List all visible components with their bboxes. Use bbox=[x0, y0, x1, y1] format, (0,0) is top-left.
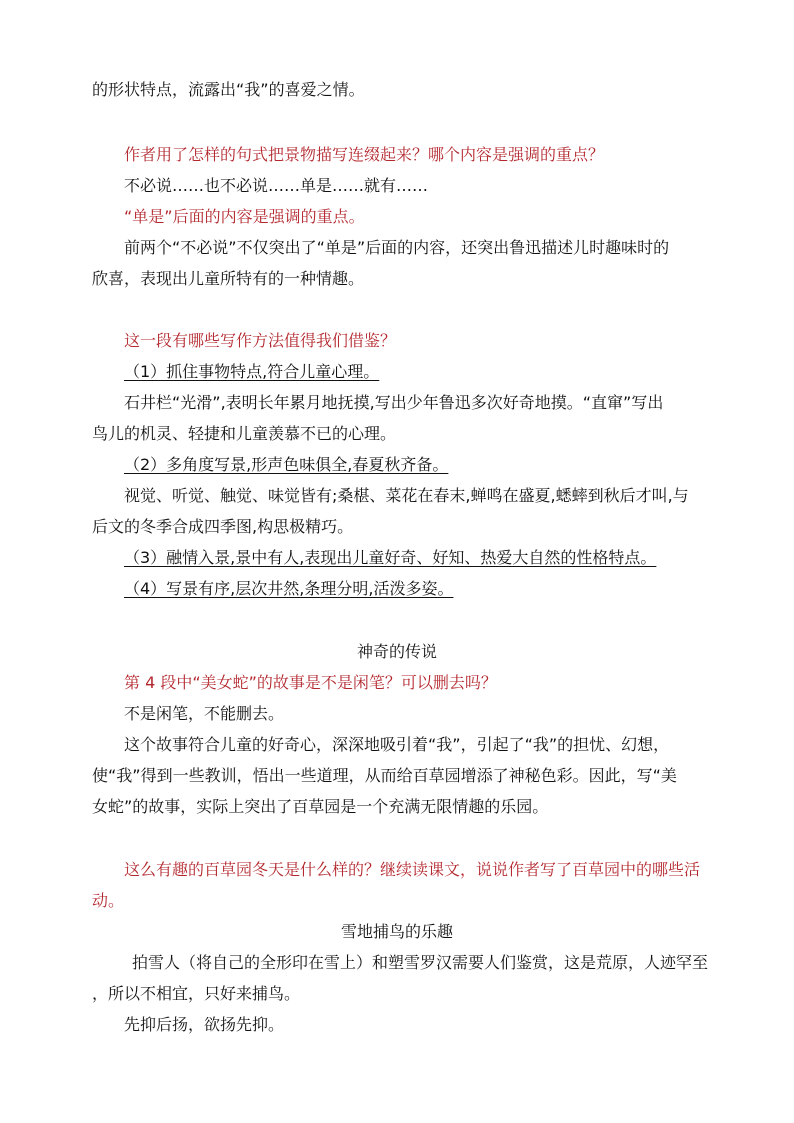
paragraph-line: 这个故事符合儿童的好奇心，深深地吸引着“我”，引起了“我”的担忧、幻想， bbox=[124, 735, 670, 754]
paragraph-line: 前两个“不必说”不仅突出了“单是”后面的内容，还突出鲁迅描述儿时趣味时的 bbox=[124, 238, 670, 257]
answer-text: 不是闲笔，不能删去。 bbox=[124, 704, 285, 723]
paragraph-line: ，所以不相宜，只好来捕鸟。 bbox=[92, 984, 301, 1003]
paragraph-line: 先抑后扬，欲扬先抑。 bbox=[124, 1015, 285, 1034]
paragraph-line: 视觉、听觉、触觉、味觉皆有;桑椹、菜花在春末,蝉鸣在盛夏,蟋蟀到秋后才叫,与 bbox=[124, 486, 689, 505]
answer-text: 不必说……也不必说……单是……就有…… bbox=[124, 176, 429, 195]
method-item-4: （4）写景有序,层次井然,条理分明,活泼多姿。 bbox=[124, 579, 454, 598]
question-text: 动。 bbox=[92, 891, 125, 910]
question-text: 第 4 段中“美女蛇”的故事是不是闲笔？可以删去吗？ bbox=[124, 673, 497, 692]
question-text: 作者用了怎样的句式把景物描写连缀起来？哪个内容是强调的重点？ bbox=[124, 145, 605, 164]
method-item-2: （2）多角度写景,形声色味俱全,春夏秋齐备。 bbox=[124, 455, 449, 474]
paragraph-line: 拍雪人（将自己的全形印在雪上）和塑雪罗汉需要人们鉴赏，这是荒原，人迹罕至 bbox=[132, 953, 709, 972]
paragraph-line: 后文的冬季合成四季图,构思极精巧。 bbox=[92, 517, 354, 536]
question-text: 这么有趣的百草园冬天是什么样的？继续读课文，说说作者写了百草园中的哪些活 bbox=[124, 860, 701, 879]
paragraph-line: 鸟儿的机灵、轻捷和儿童羡慕不已的心理。 bbox=[92, 424, 397, 443]
paragraph-line: 的形状特点，流露出“我”的喜爱之情。 bbox=[92, 80, 365, 99]
paragraph-line: 石井栏“光滑”,表明长年累月地抚摸,写出少年鲁迅多次好奇地摸。“直窜”写出 bbox=[124, 393, 664, 412]
highlight-text: “单是”后面的内容是强调的重点。 bbox=[124, 207, 365, 226]
section-heading: 雪地捕鸟的乐趣 bbox=[340, 922, 453, 941]
paragraph-line: 欣喜，表现出儿童所特有的一种情趣。 bbox=[92, 269, 365, 288]
paragraph-line: 使“我”得到一些教训，悟出一些道理，从而给百草园增添了神秘色彩。因此，写“美 bbox=[92, 766, 677, 785]
method-item-1: （1）抓住事物特点,符合儿童心理。 bbox=[124, 362, 380, 381]
method-item-3: （3）融情入景,景中有人,表现出儿童好奇、好知、热爱大自然的性格特点。 bbox=[124, 548, 657, 567]
question-text: 这一段有哪些写作方法值得我们借鉴？ bbox=[124, 331, 397, 350]
paragraph-line: 女蛇”的故事，实际上突出了百草园是一个充满无限情趣的乐园。 bbox=[92, 797, 549, 816]
section-heading: 神奇的传说 bbox=[356, 642, 437, 661]
